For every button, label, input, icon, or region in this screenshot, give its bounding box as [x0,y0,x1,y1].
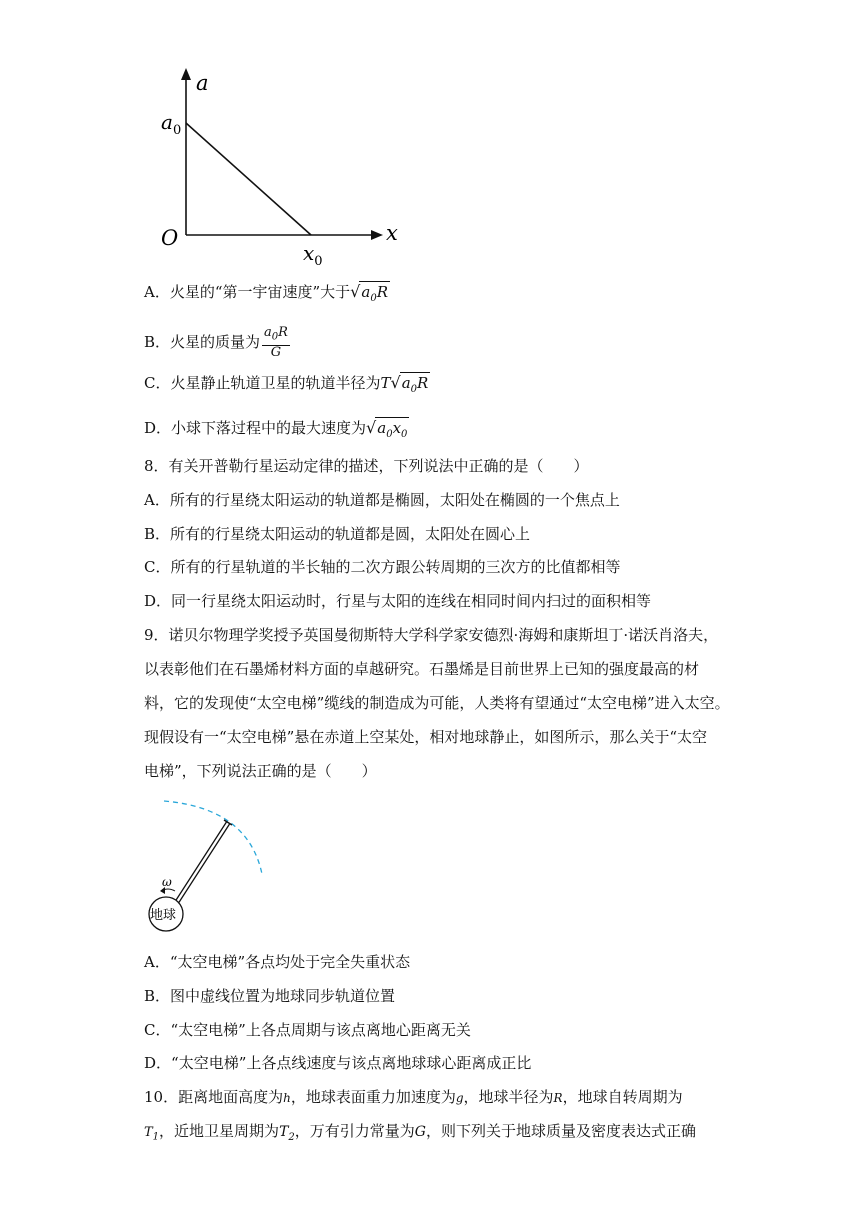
q7-option-a: A．火星的“第一宇宙速度”大于$√a_0R$ [144,281,390,309]
space-elevator-figure [140,792,275,932]
y-intercept-label: $a_0$ [161,110,182,138]
y-axis-label: a [196,71,209,95]
origin-label: O [161,226,179,250]
q9-stem: 9．诺贝尔物理学奖授予英国曼彻斯特大学科学家安德烈·海姆和康斯坦丁·诺沃肖洛夫， 以表彰他们在石墨烯材料方面的卓越研究。石墨烯是目前世界上已知的强度最高的材 料，它的发现使“太空电梯”缆线的制造成为可能，人类将有望通过“太空电梯”进入太空。 现假设有一“太空电梯”悬在赤道上空某处，相对地球静止，如图所示，那么关于“太空 电梯”，下列说法正确的是（ ） [144,626,730,780]
x-axis-arrow [371,230,383,240]
q9-option-c: C．“太空电梯”上各点周期与该点离地心距离无关 [144,1021,471,1039]
synchronous-orbit-dashed-arc [164,801,262,874]
q8-option-d: D．同一行星绕太阳运动时，行星与太阳的连线在相同时间内扫过的面积相等 [144,592,652,610]
x-axis-label: x [386,221,398,245]
q8-option-a: A．所有的行星绕太阳运动的轨道都是椭圆，太阳处在椭圆的一个焦点上 [144,491,620,509]
q7-option-b: B．火星的质量为 $\frac{a_0R}{G}$ [144,325,288,360]
q7-option-c: C．火星静止轨道卫星的轨道半径为$T√a_0R$ [144,372,430,400]
q7-option-d: D．小球下落过程中的最大速度为$√a_0x_0$ [144,417,409,445]
q10-line-1: 10．距离地面高度为h，地球表面重力加速度为g，地球半径为R，地球自转周期为 [144,1088,683,1106]
omega-label: ω [162,875,172,889]
y-axis-arrow [181,68,191,80]
earth-label: 地球 [150,908,177,923]
q8-option-c: C．所有的行星轨道的半长轴的二次方跟公转周期的三次方的比值都相等 [144,558,621,576]
x-intercept-label: $x_0$ [303,241,323,267]
q8-option-b: B．所有的行星绕太阳运动的轨道都是圆，太阳处在圆心上 [144,525,531,543]
acceleration-displacement-graph [150,62,410,267]
q8-stem: 8．有关开普勒行星运动定律的描述，下列说法中正确的是（ ） [144,457,589,475]
elevator-cable-inner [177,823,228,902]
graph-line [186,123,311,235]
q9-option-d: D．“太空电梯”上各点线速度与该点离地球球心距离成正比 [144,1054,532,1072]
q9-option-a: A．“太空电梯”各点均处于完全失重状态 [144,953,411,971]
q10-line-2: $T_1$，近地卫星周期为$T_2$，万有引力常量为G，则下列关于地球质量及密度表达式正确 [144,1122,696,1143]
q9-option-b: B．图中虚线位置为地球同步轨道位置 [144,987,396,1005]
